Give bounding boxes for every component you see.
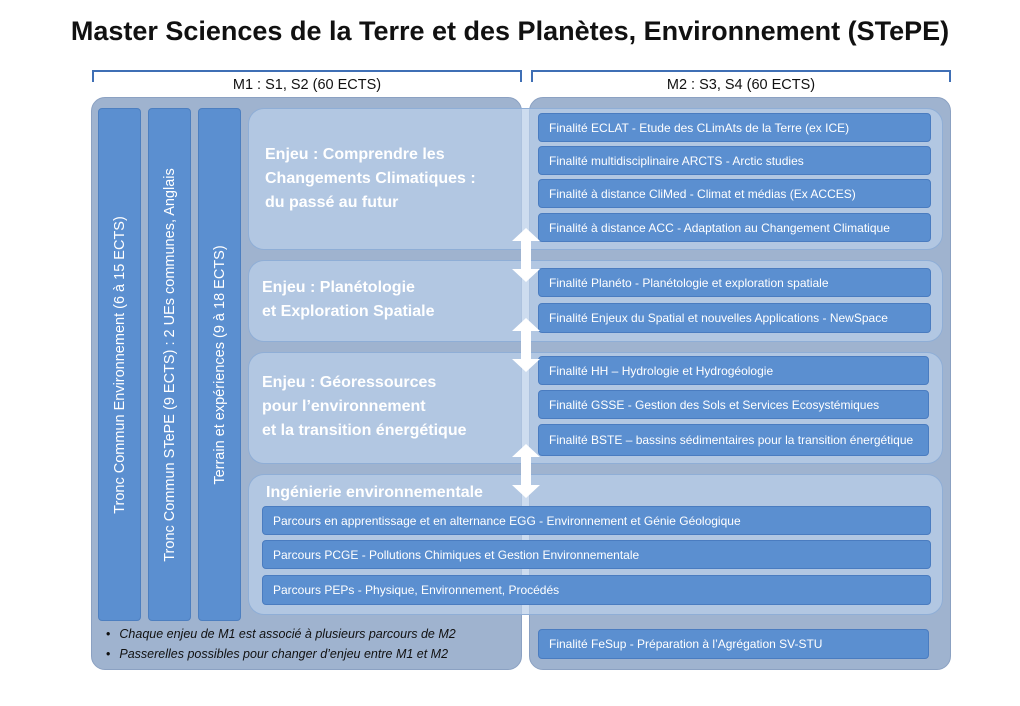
enjeu-title: [262, 276, 512, 324]
tronc-label: Terrain et expériences (9 à 18 ECTS): [211, 244, 228, 485]
tronc-label: Tronc Commun Environnement (6 à 15 ECTS): [111, 215, 128, 514]
note-item: • Chaque enjeu de M1 est associé à plusieurs parcours de M2: [106, 624, 516, 644]
enjeu-title-line: Enjeu : Planétologie: [262, 279, 415, 296]
enjeu-title-line: Ingénierie environnementale: [266, 484, 483, 501]
parcours-item[interactable]: Parcours PEPs - Physique, Environnement, Procédés: [262, 575, 931, 605]
passerelle-arrow-icon: [512, 318, 540, 372]
finalite-item[interactable]: Finalité ECLAT - Etude des CLimAts de la Terre (ex ICE): [538, 113, 931, 142]
enjeu-title-line: Enjeu : Comprendre les: [265, 146, 445, 163]
finalite-fesup[interactable]: Finalité FeSup - Préparation à l’Agrégation SV-STU: [538, 629, 929, 659]
tronc-commun-stepe: [148, 108, 191, 621]
m1-label: M1 : S1, S2 (60 ECTS): [232, 77, 382, 93]
enjeu-title-line: et la transition énergétique: [262, 422, 467, 439]
finalite-item[interactable]: Finalité HH – Hydrologie et Hydrogéologie: [538, 356, 929, 385]
passerelle-arrow-icon: [512, 228, 540, 282]
parcours-item[interactable]: Parcours PCGE - Pollutions Chimiques et Gestion Environnementale: [262, 540, 931, 569]
enjeu-title: [265, 143, 515, 215]
finalite-item[interactable]: Finalité multidisciplinaire ARCTS - Arctic studies: [538, 146, 931, 175]
parcours-item[interactable]: Parcours en apprentissage et en alternance EGG - Environnement et Génie Géologique: [262, 506, 931, 535]
page-title: Master Sciences de la Terre et des Planètes, Environnement (STePE): [70, 16, 950, 46]
note-item: • Passerelles possibles pour changer d’enjeu entre M1 et M2: [106, 644, 516, 664]
tronc-commun-environnement: [98, 108, 141, 621]
enjeu-title-line: Changements Climatiques :: [265, 170, 476, 187]
finalite-item[interactable]: Finalité Planéto - Planétologie et exploration spatiale: [538, 268, 931, 297]
enjeu-title-line: du passé au futur: [265, 194, 399, 211]
enjeu-title-line: pour l’environnement: [262, 398, 426, 415]
enjeu-title-line: et Exploration Spatiale: [262, 303, 435, 320]
finalite-item[interactable]: Finalité à distance ACC - Adaptation au Changement Climatique: [538, 213, 931, 242]
tronc-label: Tronc Commun STePE (9 ECTS) : 2 UEs communes, Anglais: [161, 167, 178, 562]
terrain-experiences: [198, 108, 241, 621]
enjeu-title-line: Enjeu : Géoressources: [262, 374, 437, 391]
notes-list: [106, 624, 516, 664]
finalite-item[interactable]: Finalité Enjeux du Spatial et nouvelles Applications - NewSpace: [538, 303, 931, 333]
passerelle-arrow-icon: [512, 444, 540, 498]
finalite-item[interactable]: Finalité à distance CliMed - Climat et médias (Ex ACCES): [538, 179, 931, 208]
m2-label: M2 : S3, S4 (60 ECTS): [666, 77, 816, 93]
enjeu-title: [262, 371, 522, 443]
finalite-item[interactable]: Finalité GSSE - Gestion des Sols et Services Ecosystémiques: [538, 390, 929, 419]
finalite-item[interactable]: Finalité BSTE – bassins sédimentaires pour la transition énergétique: [538, 424, 929, 456]
